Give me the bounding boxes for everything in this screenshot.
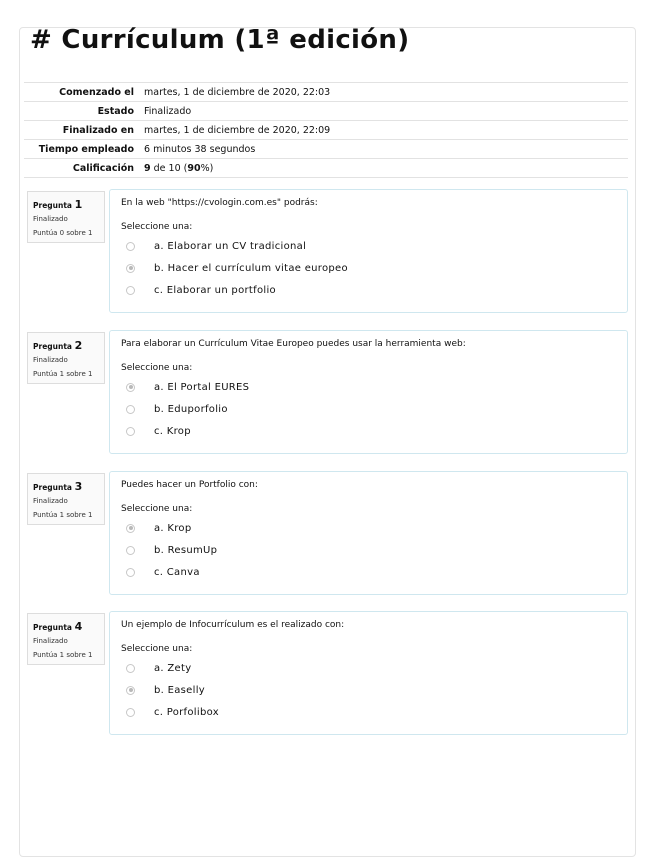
answer-label: c. Porfolibox [154, 706, 219, 718]
question-content-3 [109, 471, 628, 595]
summary-label: Finalizado en [62, 124, 134, 136]
answer-label: a. Krop [154, 522, 192, 534]
answer-label: b. ResumUp [154, 544, 218, 556]
question-state: Finalizado [33, 496, 68, 505]
answer-option[interactable] [121, 279, 616, 301]
answer-list [121, 657, 616, 723]
radio-button[interactable] [126, 242, 135, 251]
radio-button[interactable] [126, 708, 135, 717]
summary-label: Tiempo empleado [38, 143, 134, 155]
question-info-4 [27, 613, 105, 665]
summary-label: Comenzado el [59, 86, 134, 98]
summary-value: martes, 1 de diciembre de 2020, 22:03 [144, 86, 331, 98]
grade-score: 9 [144, 162, 151, 174]
radio-button[interactable] [126, 546, 135, 555]
answer-option[interactable] [121, 517, 616, 539]
grade-suffix: %) [200, 162, 214, 174]
answer-option[interactable] [121, 257, 616, 279]
summary-value: 6 minutos 38 segundos [144, 143, 256, 155]
attempt-summary-table [24, 82, 628, 178]
summary-label: Calificación [72, 162, 134, 174]
question-number: Pregunta 1 [33, 198, 83, 211]
answer-label: b. Eduporfolio [154, 403, 228, 415]
radio-button[interactable] [126, 286, 135, 295]
question-info-3 [27, 473, 105, 525]
question-grade: Puntúa 1 sobre 1 [33, 651, 93, 660]
question-text: Puedes hacer un Portfolio con: [121, 480, 258, 490]
answer-option[interactable] [121, 679, 616, 701]
answer-list [121, 235, 616, 301]
question-state: Finalizado [33, 355, 68, 364]
summary-row [24, 121, 628, 140]
answer-option[interactable] [121, 376, 616, 398]
question-content-1 [109, 189, 628, 313]
answer-option[interactable] [121, 420, 616, 442]
answer-option[interactable] [121, 701, 616, 723]
answer-label: c. Krop [154, 425, 191, 437]
radio-button[interactable] [126, 664, 135, 673]
answer-option[interactable] [121, 657, 616, 679]
question-number: Pregunta 4 [33, 620, 83, 633]
answer-option[interactable] [121, 539, 616, 561]
question-number: Pregunta 3 [33, 480, 83, 493]
question-text: En la web "https://cvologin.com.es" podrás: [121, 198, 318, 208]
question-content-2 [109, 330, 628, 454]
summary-label: Estado [97, 105, 134, 117]
question-grade: Puntúa 1 sobre 1 [33, 370, 93, 379]
answer-list [121, 376, 616, 442]
answer-label: c. Canva [154, 566, 200, 578]
answer-label: b. Easelly [154, 684, 205, 696]
question-grade: Puntúa 1 sobre 1 [33, 511, 93, 520]
radio-button[interactable] [126, 264, 135, 273]
question-number: Pregunta 2 [33, 339, 83, 352]
select-prompt: Seleccione una: [121, 222, 193, 232]
answer-label: b. Hacer el currículum vitae europeo [154, 262, 348, 274]
answer-list [121, 517, 616, 583]
radio-button[interactable] [126, 383, 135, 392]
radio-button[interactable] [126, 568, 135, 577]
answer-option[interactable] [121, 398, 616, 420]
select-prompt: Seleccione una: [121, 644, 193, 654]
summary-value [140, 159, 628, 178]
select-prompt: Seleccione una: [121, 363, 193, 373]
summary-value: martes, 1 de diciembre de 2020, 22:09 [144, 124, 331, 136]
question-info-1 [27, 191, 105, 243]
answer-label: a. Elaborar un CV tradicional [154, 240, 307, 252]
answer-label: a. El Portal EURES [154, 381, 250, 393]
question-content-4 [109, 611, 628, 735]
answer-label: a. Zety [154, 662, 192, 674]
question-text: Para elaborar un Currículum Vitae Europeo puedes usar la herramienta web: [121, 339, 466, 349]
summary-row [24, 102, 628, 121]
answer-label: c. Elaborar un portfolio [154, 284, 276, 296]
select-prompt: Seleccione una: [121, 504, 193, 514]
answer-option[interactable] [121, 561, 616, 583]
radio-button[interactable] [126, 524, 135, 533]
answer-option[interactable] [121, 235, 616, 257]
question-info-2 [27, 332, 105, 384]
grade-percent: 90 [187, 162, 201, 174]
radio-button[interactable] [126, 405, 135, 414]
grade-outof: de 10 ( [150, 162, 188, 174]
page-title: # Currículum (1ª edición) [30, 25, 410, 55]
question-state: Finalizado [33, 214, 68, 223]
question-state: Finalizado [33, 636, 68, 645]
question-text: Un ejemplo de Infocurrículum es el realizado con: [121, 620, 345, 630]
summary-row [24, 159, 628, 178]
radio-button[interactable] [126, 427, 135, 436]
question-grade: Puntúa 0 sobre 1 [33, 229, 93, 238]
summary-value: Finalizado [144, 105, 192, 117]
radio-button[interactable] [126, 686, 135, 695]
summary-row [24, 140, 628, 159]
summary-row [24, 83, 628, 102]
